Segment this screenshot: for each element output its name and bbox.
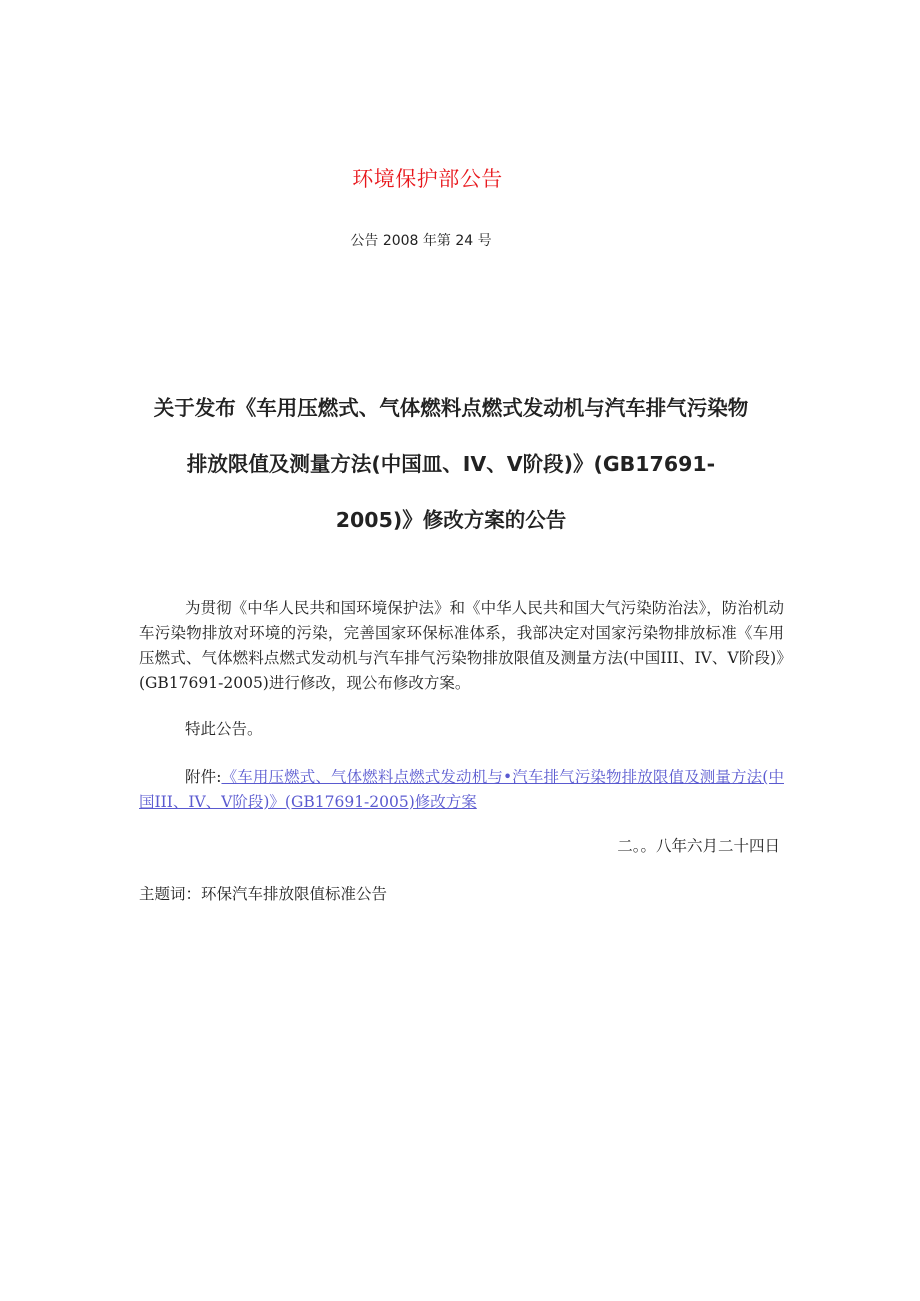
title-line-1: 关于发布《车用压燃式、气体燃料点燃式发动机与汽车排气污染物 bbox=[153, 396, 749, 420]
title-line-2: 排放限值及测量方法(中国皿、IV、V阶段)》(GB17691- bbox=[186, 452, 716, 476]
agency-title: 环境保护部公告 bbox=[352, 167, 503, 191]
attachment-link[interactable]: 《车用压燃式、气体燃料点燃式发动机与•汽车排气污染物排放限值及测量方法(中国III、IV、V阶段)》(GB17691-2005)修改方案 bbox=[139, 768, 784, 811]
notice-paragraph: 特此公告。 bbox=[185, 720, 263, 738]
publication-date: 二。。八年六月二十四日 bbox=[617, 837, 780, 855]
announcement-title bbox=[120, 380, 782, 548]
intro-paragraph: 为贯彻《中华人民共和国环境保护法》和《中华人民共和国大气污染防治法》，防治机动车污染物排放对环境的污染，完善国家环保标准体系，我部决定对国家污染物排放标准《车用压燃式、气体燃料点燃式发动机与汽车排气污染物排放限值及测量方法(中国III、IV、V阶段)》(GB17691-2005)进行修改，现公布修改方案。 bbox=[139, 599, 784, 692]
attachment-label: 附件: bbox=[185, 768, 222, 786]
notice-number: 公告 2008 年第 24 号 bbox=[350, 233, 492, 249]
subject-keywords: 主题词：环保汽车排放限值标准公告 bbox=[139, 885, 388, 903]
title-line-3: 2005)》修改方案的公告 bbox=[335, 508, 567, 532]
attachment-paragraph bbox=[139, 765, 784, 815]
